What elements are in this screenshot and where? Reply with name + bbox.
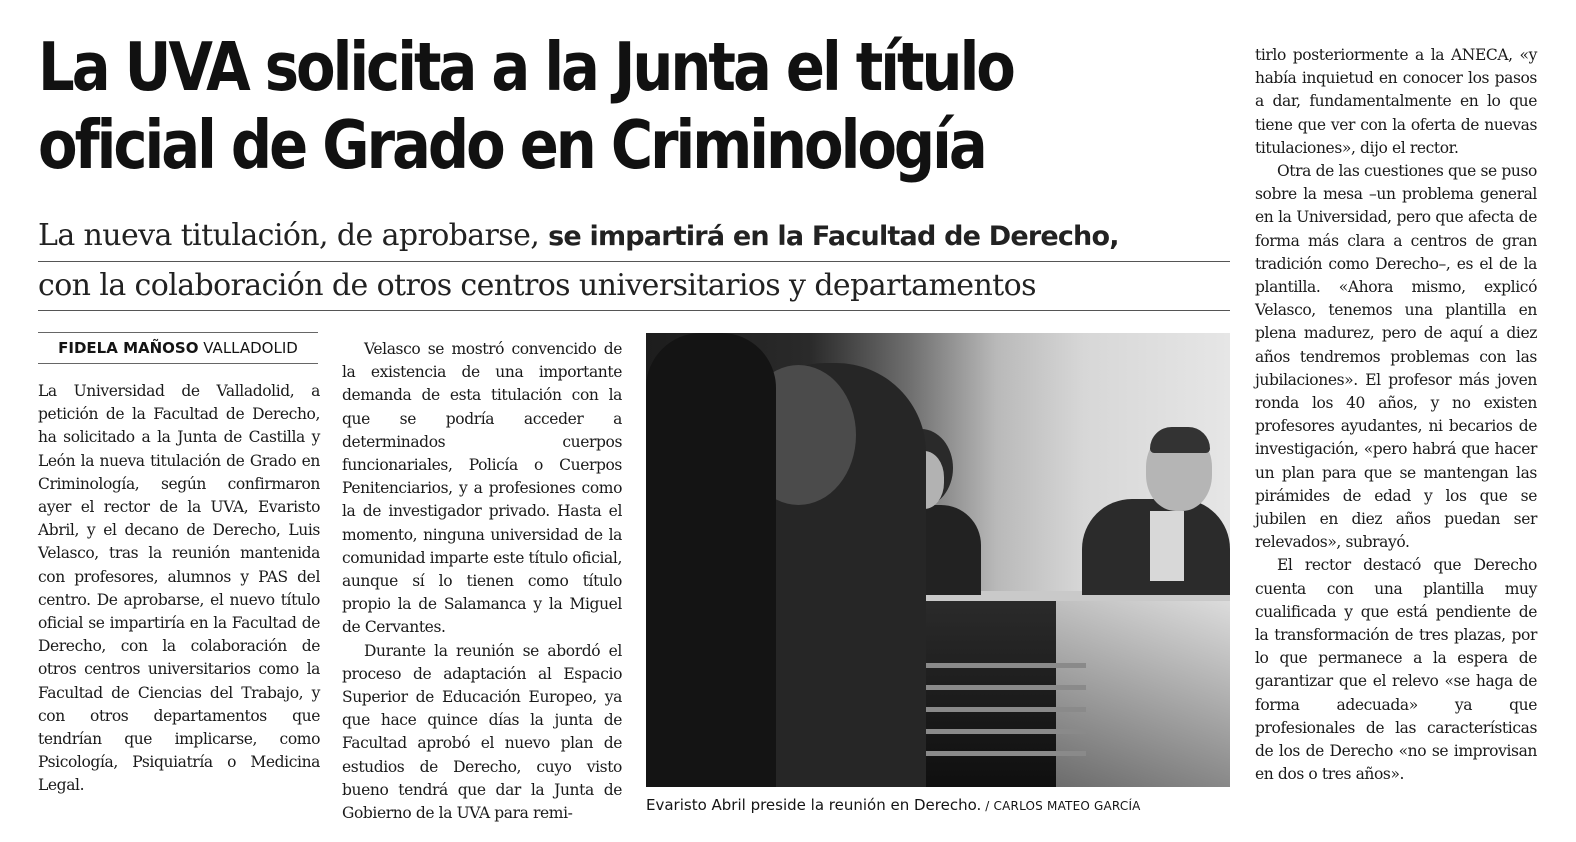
news-photo: [646, 333, 1230, 787]
article-column-4: [1255, 44, 1537, 787]
paragraph: El rector destacó que Derecho cuenta con una plantilla muy cualificada y que está pendiente de la transformación de tres plazas, por lo que permanece a la espera de garantizar que el relevo «se haga de forma adecuada» ya que profesionales de las características de los de Derecho «no se improvisan en dos o tres años».: [1255, 556, 1537, 784]
subheadline-bold-part: se impartirá en la Facultad de Derecho,: [548, 221, 1119, 252]
paragraph: tirlo posteriormente a la ANECA, «y había inquietud en conocer los pasos a dar, fundamentalmente en lo que tiene que ver con la oferta de nuevas titulaciones», dijo el rector.: [1255, 46, 1537, 157]
photo-caption: [646, 795, 1236, 816]
photo-caption-text: Evaristo Abril preside la reunión en Derecho.: [646, 796, 982, 814]
byline: [38, 332, 318, 364]
paragraph: Velasco se mostró convencido de la existencia de una importante demanda de esta titulación con la que se podría acceder a determinados cuerpos funcionariales, Policía o Cuerpos Penitenciarios, y a profesiones como la de investigador privado. Hasta el momento, ninguna universidad de la comunidad imparte este título oficial, aunque sí lo tienen como título propio la de Salamanca y la Miguel de Cervantes.: [342, 340, 622, 637]
article-column-1: [38, 380, 320, 798]
photo-credit: / CARLOS MATEO GARCÍA: [981, 799, 1141, 813]
headline-line-1: La UVA solicita a la Junta el título: [38, 28, 1013, 106]
byline-place: VALLADOLID: [203, 339, 298, 357]
headline: [38, 28, 1070, 184]
subheadline: [38, 212, 1230, 311]
byline-author: FIDELA MAÑOSO: [58, 339, 199, 357]
subheadline-part-1: La nueva titulación, de aprobarse,: [38, 218, 549, 253]
paragraph: Otra de las cuestiones que se puso sobre la mesa –un problema general en la Universidad, pero que afecta de forma más clara a centros de gran tradición como Derecho–, es el de la plantilla. «Ahora mismo, explicó Velasco, tenemos una plantilla en plena madurez, pero de aquí a diez años tendremos problemas con las jubilaciones». El profesor más joven ronda los 40 años, y no existen profesores ayudantes, ni becarios de investigación, «pero habrá que hacer un plan para que se mantengan las pirámides de edad y los que se jubilen en diez años puedan ser relevados», subrayó.: [1255, 162, 1537, 552]
paragraph: Durante la reunión se abordó el proceso de adaptación al Espacio Superior de Educación Europeo, ya que hace quince días la junta de Facultad aprobó el nuevo plan de estudios de Derecho, cuyo visto bueno tendrá que dar la Junta de Gobierno de la UVA para remi-: [342, 641, 622, 823]
article-column-2: [342, 338, 622, 825]
paragraph: La Universidad de Valladolid, a petición de la Facultad de Derecho, ha solicitado a la Junta de Castilla y León la nueva titulación de Grado en Criminología, según confirmaron ayer el rector de la UVA, Evaristo Abril, y el decano de Derecho, Luis Velasco, tras la reunión mantenida con profesores, alumnos y PAS del centro. De aprobarse, el nuevo título oficial se impartiría en la Facultad de Derecho, con la colaboración de otros centros universitarios como la Facultad de Ciencias del Trabajo, y con otros departamentos que tendrían que implicarse, como Psicología, Psiquiatría o Medicina Legal.: [38, 382, 320, 795]
subheadline-line-2: con la colaboración de otros centros universitarios y departamentos: [38, 262, 1230, 311]
photo-man-shirt: [1150, 511, 1184, 581]
subheadline-line-1: [38, 212, 1230, 262]
photo-desk: [1056, 601, 1230, 787]
headline-line-2: oficial de Grado en Criminología: [38, 106, 985, 184]
photo-man-hair: [1150, 427, 1210, 453]
photo-foreground-silhouette: [646, 333, 776, 787]
